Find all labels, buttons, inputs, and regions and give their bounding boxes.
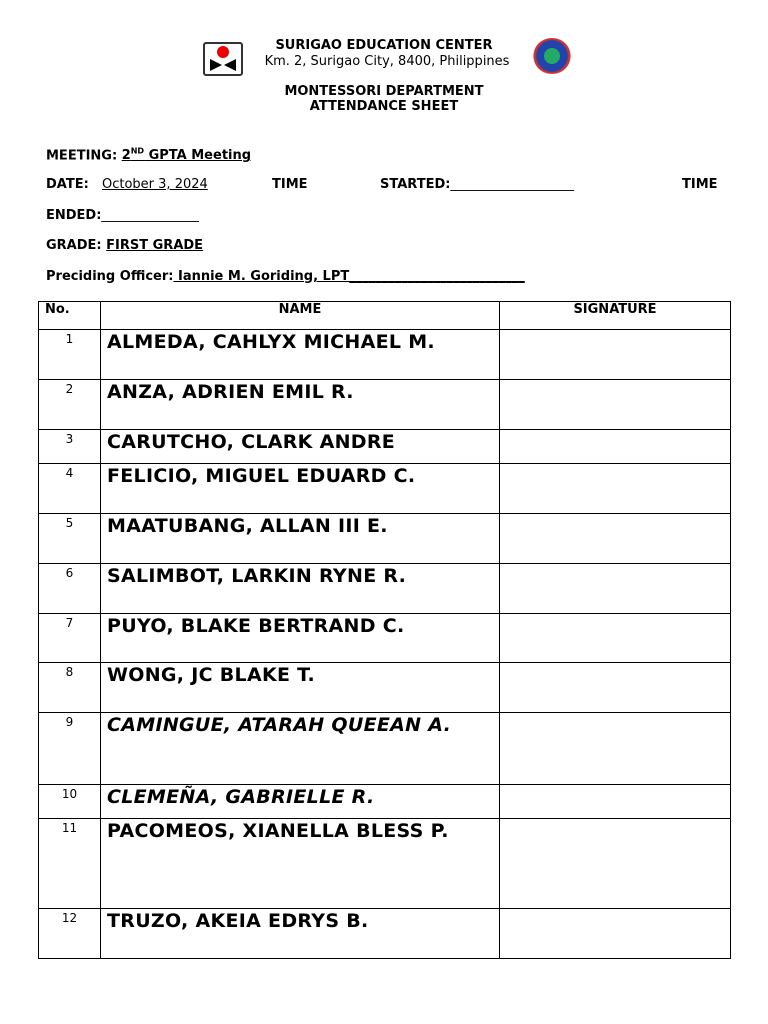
row-number: 12 bbox=[39, 909, 101, 959]
sheet-title: ATTENDANCE SHEET bbox=[309, 99, 459, 114]
grade-value: FIRST GRADE bbox=[106, 238, 204, 253]
row-number: 2 bbox=[39, 380, 101, 430]
table-row bbox=[39, 909, 731, 959]
signature-cell[interactable] bbox=[500, 663, 731, 713]
attendance-table bbox=[38, 301, 731, 959]
row-number: 6 bbox=[39, 564, 101, 614]
student-name: PUYO, BLAKE BERTRAND C. bbox=[101, 614, 500, 663]
student-name: PACOMEOS, XIANELLA BLESS P. bbox=[101, 819, 500, 909]
date-label: DATE: bbox=[46, 177, 89, 192]
signature-cell[interactable] bbox=[500, 330, 731, 380]
row-number: 8 bbox=[39, 663, 101, 713]
table-row bbox=[39, 819, 731, 909]
signature-cell[interactable] bbox=[500, 514, 731, 564]
table-row bbox=[39, 564, 731, 614]
school-address: Km. 2, Surigao City, 8400, Philippines bbox=[264, 54, 510, 69]
student-name: ALMEDA, CAHLYX MICHAEL M. bbox=[101, 330, 500, 380]
table-row bbox=[39, 330, 731, 380]
grade-line: GRADE: FIRST GRADE bbox=[46, 238, 204, 253]
signature-cell[interactable] bbox=[500, 785, 731, 819]
table-row bbox=[39, 785, 731, 819]
student-name: CLEMEÑA, GABRIELLE R. bbox=[101, 785, 500, 819]
row-number: 7 bbox=[39, 614, 101, 663]
time-started-label: TIME bbox=[272, 177, 308, 192]
student-name: CAMINGUE, ATARAH QUEEAN A. bbox=[101, 713, 500, 785]
table-row bbox=[39, 614, 731, 663]
meeting-label: MEETING: bbox=[46, 148, 118, 164]
ended-label: ENDED:_______________ bbox=[46, 208, 199, 223]
col-no: No. bbox=[39, 302, 101, 330]
row-number: 10 bbox=[39, 785, 101, 819]
signature-cell[interactable] bbox=[500, 614, 731, 663]
table-row bbox=[39, 380, 731, 430]
student-name: SALIMBOT, LARKIN RYNE R. bbox=[101, 564, 500, 614]
student-name: CARUTCHO, CLARK ANDRE bbox=[101, 430, 500, 464]
student-name: TRUZO, AKEIA EDRYS B. bbox=[101, 909, 500, 959]
row-number: 4 bbox=[39, 464, 101, 514]
department-title: MONTESSORI DEPARTMENT bbox=[284, 84, 484, 99]
started-label: STARTED:___________________ bbox=[380, 177, 574, 192]
date-value: October 3, 2024 bbox=[102, 177, 208, 192]
table-row bbox=[39, 430, 731, 464]
time-ended-label: TIME bbox=[682, 177, 718, 192]
signature-cell[interactable] bbox=[500, 909, 731, 959]
col-signature: SIGNATURE bbox=[500, 302, 731, 330]
signature-cell[interactable] bbox=[500, 430, 731, 464]
row-number: 9 bbox=[39, 713, 101, 785]
table-row bbox=[39, 713, 731, 785]
signature-cell[interactable] bbox=[500, 713, 731, 785]
meeting-value: 2ND GPTA Meeting bbox=[121, 147, 252, 164]
student-name: FELICIO, MIGUEL EDUARD C. bbox=[101, 464, 500, 514]
signature-cell[interactable] bbox=[500, 564, 731, 614]
school-name: SURIGAO EDUCATION CENTER bbox=[275, 38, 493, 53]
row-number: 5 bbox=[39, 514, 101, 564]
table-row bbox=[39, 514, 731, 564]
student-name: ANZA, ADRIEN EMIL R. bbox=[101, 380, 500, 430]
signature-cell[interactable] bbox=[500, 464, 731, 514]
meeting-line bbox=[46, 147, 251, 163]
table-row bbox=[39, 464, 731, 514]
col-name: NAME bbox=[101, 302, 500, 330]
row-number: 1 bbox=[39, 330, 101, 380]
officer-value: Iannie M. Goriding, LPT___________________________ bbox=[173, 269, 525, 284]
table-row bbox=[39, 663, 731, 713]
officer-line: Preciding Officer: Iannie M. Goriding, LPT___________________________ bbox=[46, 269, 525, 284]
student-name: MAATUBANG, ALLAN III E. bbox=[101, 514, 500, 564]
row-number: 11 bbox=[39, 819, 101, 909]
signature-cell[interactable] bbox=[500, 819, 731, 909]
student-name: WONG, JC BLAKE T. bbox=[101, 663, 500, 713]
row-number: 3 bbox=[39, 430, 101, 464]
signature-cell[interactable] bbox=[500, 380, 731, 430]
